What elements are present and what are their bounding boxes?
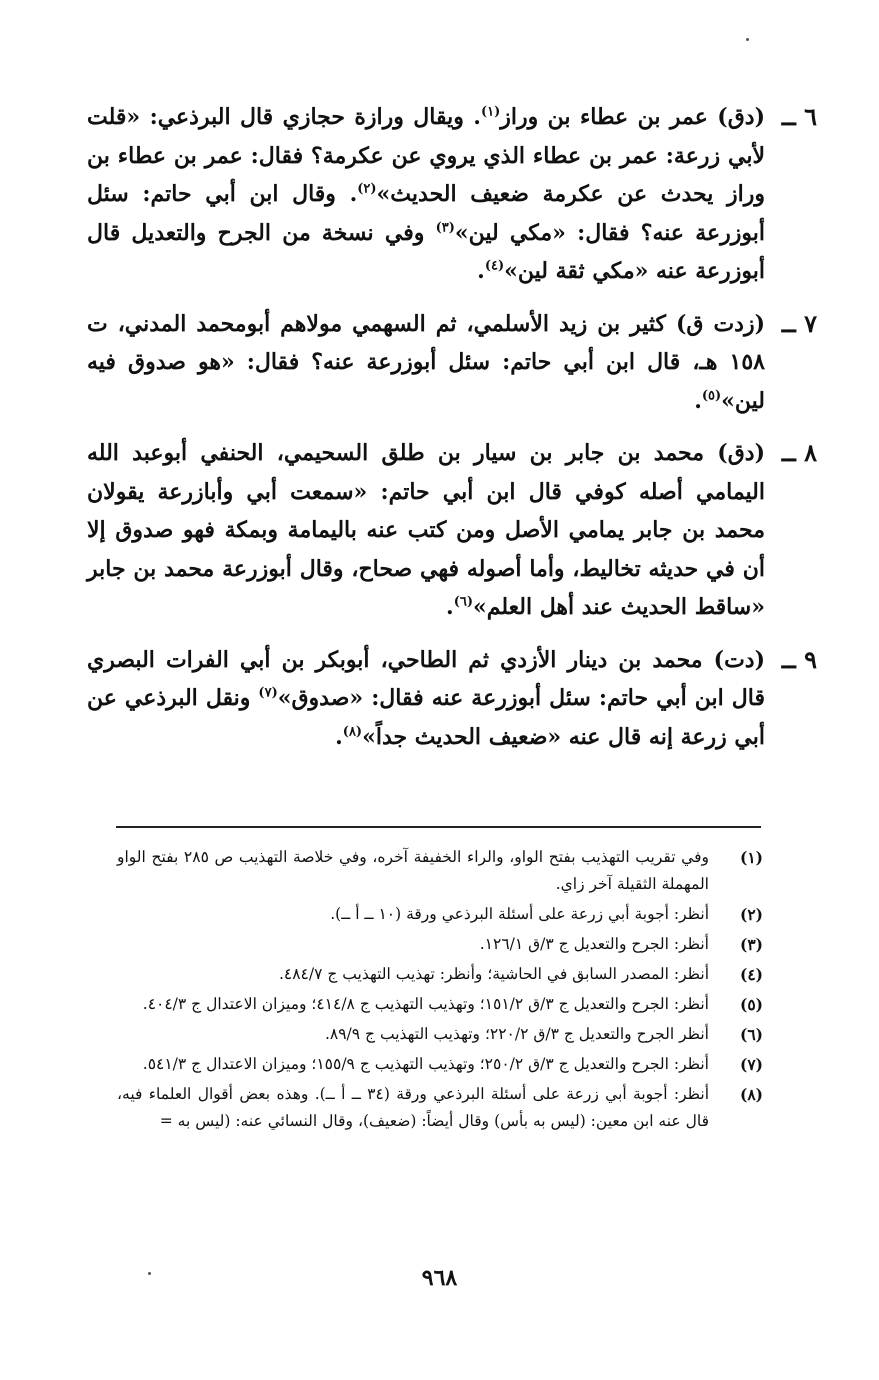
footnote-text: وفي تقريب التهذيب بفتح الواو، والراء الخفيفة آخره، وفي خلاصة التهذيب ص ٢٨٥ بفتح الواو المهملة الثقيلة آخر زاي. [117,848,709,893]
footnote-number: (٦) [739,1025,763,1044]
page-number: ٩٦٨ [421,1265,458,1291]
entry-text: (زدت ق) كثير بن زيد الأسلمي، ثم السهمي مولاهم أبومحمد المدني، ت ١٥٨ هـ، قال ابن أبي حاتم: سئل أبوزرعة عنه؟ فقال: «هو صدوق فيه لين»$^{(٥)}$. [87,310,765,414]
entry-8 [87,434,817,627]
footnote-number: (١) [739,848,763,867]
footnote-text: أنظر الجرح والتعديل ج ٣/ق ٢٢٠/٢؛ وتهذيب التهذيب ج ٨٩/٩. [324,1025,709,1043]
footnote [117,991,763,1018]
entry-number: ٩ ــ [781,644,817,674]
footnote-text: أنظر: المصدر السابق في الحاشية؛ وأنظر: تهذيب التهذيب ج ٤٨٤/٧. [278,965,709,983]
footnote [117,1081,763,1135]
footnote [117,1051,763,1078]
footnote-ref: (١) [480,104,501,120]
scan-speck [746,38,749,41]
entry-text: (دت) محمد بن دينار الأزدي ثم الطاحي، أبوبكر بن أبي الفرات البصري قال ابن أبي حاتم: سئل أبوزرعة عنه فقال: «صدوق»$^{(٧)}$ ونقل البرذعي عن أبي زرعة إنه قال عنه «ضعيف الحديث جداً»$^{(٨)}$. [87,646,765,750]
entry-number: ٧ ــ [781,308,817,338]
footnote [117,1021,763,1048]
footnote-text: أنظر: أجوبة أبي زرعة على أسئلة البرذعي ورقة (١٠ ــ أ ــ). [330,905,709,923]
footnote-ref: (٦) [453,594,473,610]
narrator-entries [87,98,817,770]
footnote-number: (٧) [739,1055,763,1074]
footnote-text: أنظر: الجرح والتعديل ج ٣/ق ٢٥٠/٢؛ وتهذيب التهذيب ج ١٥٥/٩؛ وميزان الاعتدال ج ٥٤١/٣. [142,1055,709,1073]
footnote-text: أنظر: الجرح والتعديل ج ٣/ق ١٢٦/١. [479,935,709,953]
entry-7 [87,305,817,421]
footnote-ref: (٣) [435,220,455,236]
footnote-number: (٢) [739,905,763,924]
entry-number: ٦ ــ [781,102,817,131]
footnote-number: (٥) [739,995,763,1014]
entry-number: ٨ ــ [781,438,817,467]
footnote [117,931,763,958]
footnote [117,844,763,898]
footnote-number: (٨) [739,1085,763,1104]
entry-9 [87,641,817,757]
entry-text: (دق) محمد بن جابر بن سيار بن طلق السحيمي، الحنفي أبوعبد الله اليمامي أصله كوفي قال ابن أبي حاتم: «سمعت أبي وأبازرعة يقولان محمد بن جابر يمامي الأصل ومن كتب عنه باليمامة وبمكة فهو صدوق إلا أن في حديثه تخاليط، وأما أصوله فهي صحاح، وقال أبوزرعة محمد بن جابر «ساقط الحديث عند أهل العلم»$^{(٦)}$. [87,440,765,620]
footnote-number: (٣) [739,935,763,954]
footnote-ref: (٢) [357,181,377,197]
entry-text: (دق) عمر بن عطاء بن وراز$^{(١)}$. ويقال ورازة حجازي قال البرذعي: «قلت لأبي زرعة: عمر بن عطاء الذي يروي عن عكرمة؟ فقال: عمر بن عطاء بن وراز يحدث عن عكرمة ضعيف الحديث»$^{(٢)}$. وقال ابن أبي حاتم: سئل أبوزرعة عنه؟ فقال: «مكي لين»$^{(٣)}$ وفي نسخة من الجرح والتعديل قال أبوزرعة عنه «مكي ثقة لين»$^{(٤)}$. [87,104,766,284]
footnote-number: (٤) [739,965,763,984]
footnote-ref: (٧) [258,685,278,701]
footnote-separator [116,826,761,828]
footnote-ref: (٨) [342,724,363,740]
footnote [117,901,763,928]
footnote [117,961,763,988]
footnote-ref: (٤) [484,258,505,274]
footnote-text: أنظر: الجرح والتعديل ج ٣/ق ١٥١/٢؛ وتهذيب التهذيب ج ٤١٤/٨؛ وميزان الاعتدال ج ٤٠٤/٣. [142,995,709,1013]
footnote-ref: (٥) [701,388,722,404]
entry-6 [87,98,817,291]
footnote-text: أنظر: أجوبة أبي زرعة على أسئلة البرذعي ورقة (٣٤ ــ أ ــ). وهذه بعض أقوال العلماء فيه، قال عنه ابن معين: (ليس به بأس) وقال أيضاً: (ضعيف)، وقال النسائي عنه: (ليس به = [117,1085,709,1130]
footnotes [117,844,763,1138]
